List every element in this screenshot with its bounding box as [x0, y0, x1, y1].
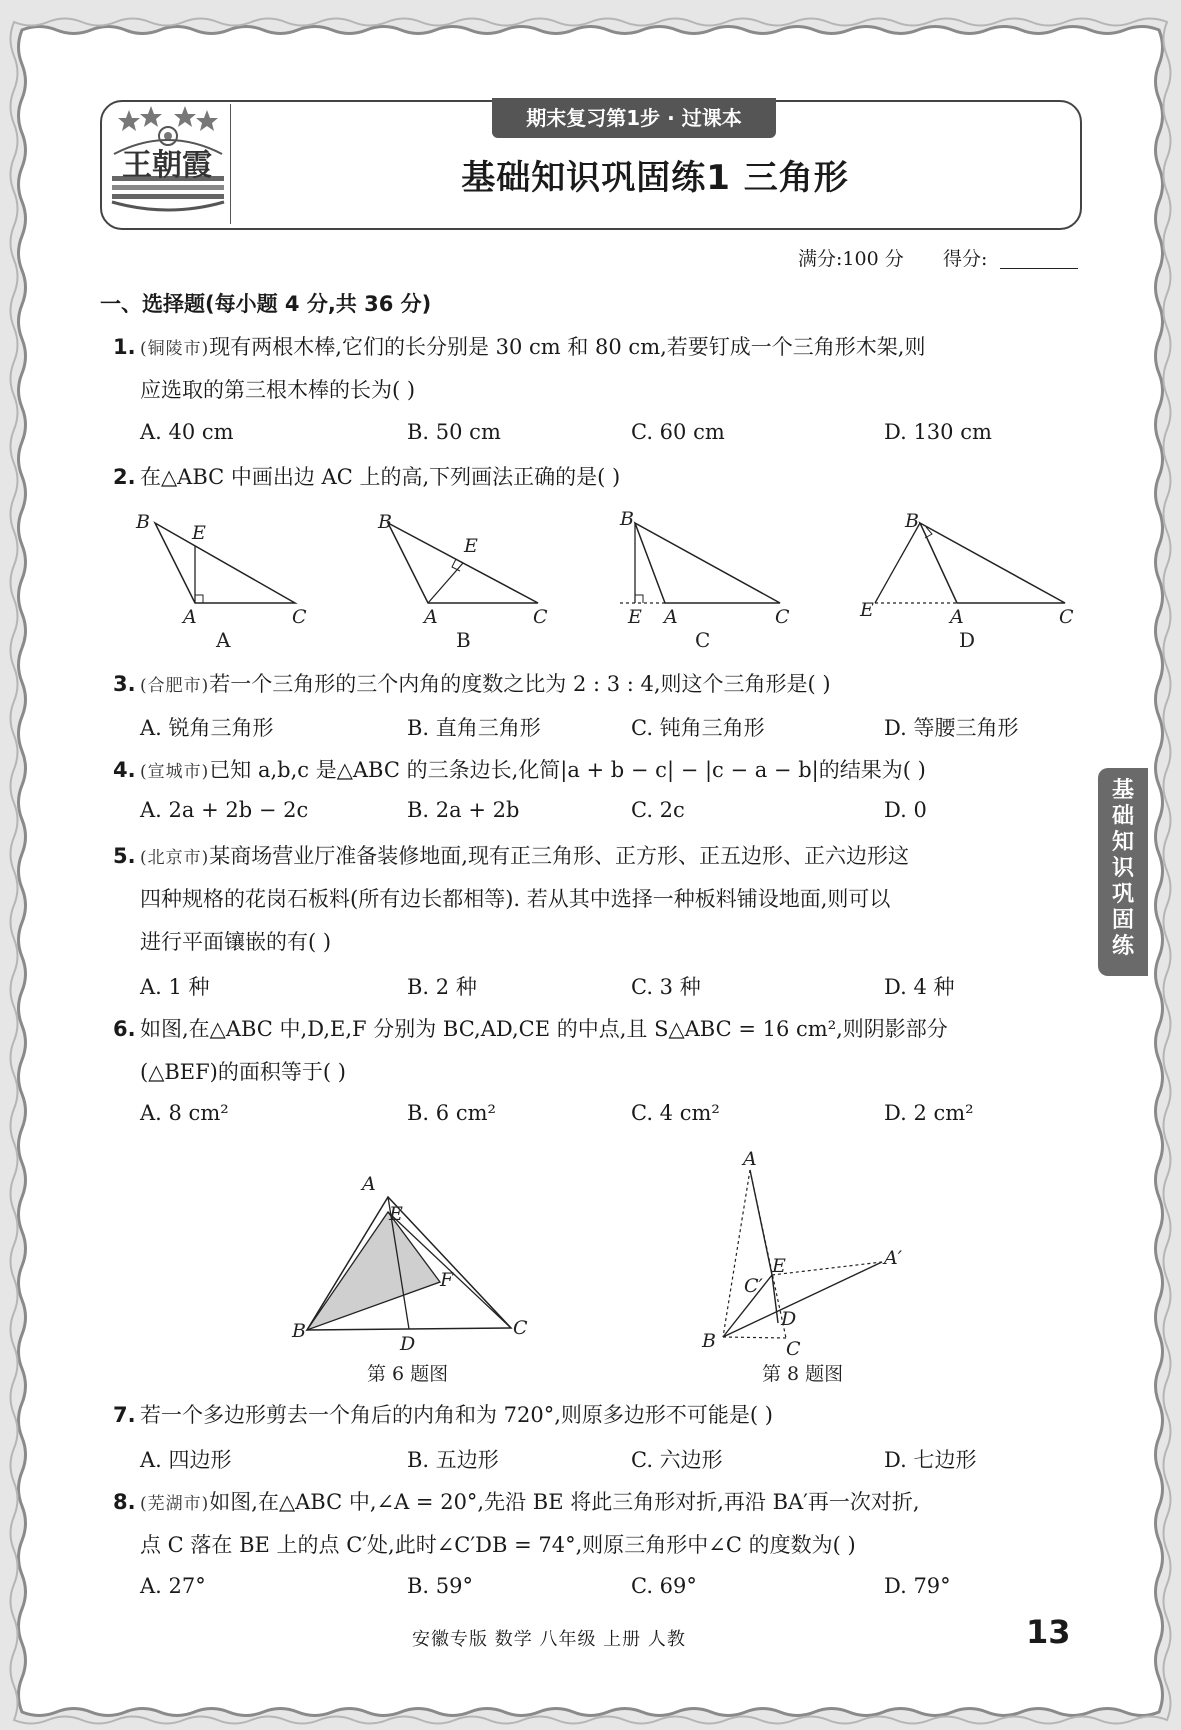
svg-text:E: E	[860, 599, 874, 621]
q3-option-d[interactable]: D. 等腰三角形	[884, 716, 1019, 740]
q1-source: (铜陵市)	[140, 339, 210, 359]
q2-number: 2.	[113, 465, 136, 489]
q3-line1: (合肥市)若一个三角形的三个内角的度数之比为 2 : 3 : 4,则这个三角形是( )	[140, 672, 831, 696]
side-tab-char: 固	[1111, 908, 1134, 933]
q5-line3: 进行平面镶嵌的有( )	[140, 930, 332, 954]
q3-option-b[interactable]: B. 直角三角形	[407, 716, 541, 740]
svg-text:A: A	[424, 606, 438, 628]
q1-option-a[interactable]: A. 40 cm	[140, 420, 234, 444]
q4-option-b[interactable]: B. 2a + 2b	[407, 798, 520, 822]
q6-option-c[interactable]: C. 4 cm²	[631, 1101, 720, 1125]
side-tab-char: 础	[1111, 804, 1134, 829]
q1-option-d[interactable]: D. 130 cm	[884, 420, 992, 444]
page-number: 13	[1026, 1613, 1071, 1651]
svg-text:D: D	[400, 1333, 416, 1355]
q3-option-c[interactable]: C. 钝角三角形	[631, 716, 765, 740]
q1-line2: 应选取的第三根木棒的长为( )	[140, 378, 416, 402]
q6-line1: 如图,在△ABC 中,D,E,F 分别为 BC,AD,CE 的中点,且 S△ABC = 16 cm²,则阴影部分	[140, 1017, 948, 1041]
svg-text:E: E	[192, 522, 206, 544]
svg-text:C: C	[775, 606, 790, 628]
q5-source: (北京市)	[140, 848, 210, 868]
svg-text:B: B	[136, 511, 150, 533]
q3-source: (合肥市)	[140, 676, 210, 696]
q2-figure-c-label: C	[695, 628, 711, 652]
figure-q8-caption: 第 8 题图	[762, 1363, 844, 1385]
q1-option-b[interactable]: B. 50 cm	[407, 420, 501, 444]
q1-number: 1.	[113, 335, 136, 359]
q8-option-b[interactable]: B. 59°	[407, 1574, 474, 1598]
q7-option-d[interactable]: D. 七边形	[884, 1448, 977, 1472]
q7-option-b[interactable]: B. 五边形	[407, 1448, 499, 1472]
q2-figure-a[interactable]	[135, 511, 307, 652]
q4-option-d[interactable]: D. 0	[884, 798, 927, 822]
q8-option-a[interactable]: A. 27°	[140, 1574, 206, 1598]
figures-q6-q8	[280, 1145, 903, 1390]
q2-figure-d-label: D	[959, 628, 976, 652]
svg-text:E: E	[389, 1203, 403, 1225]
figure-q6-caption: 第 6 题图	[367, 1363, 449, 1385]
q8-option-c[interactable]: C. 69°	[631, 1574, 697, 1598]
q4-option-a[interactable]: A. 2a + 2b − 2c	[140, 798, 309, 822]
q3-number: 3.	[113, 672, 136, 696]
q6-option-a[interactable]: A. 8 cm²	[140, 1101, 229, 1125]
svg-text:C′: C′	[744, 1275, 763, 1297]
svg-text:B: B	[702, 1330, 716, 1352]
svg-text:A: A	[950, 606, 964, 628]
svg-text:A: A	[743, 1148, 757, 1170]
figure-q6	[291, 1173, 528, 1385]
svg-text:C: C	[786, 1338, 801, 1360]
q5-option-c[interactable]: C. 3 种	[631, 975, 701, 999]
q8-line2: 点 C 落在 BE 上的点 C′处,此时∠C′DB = 74°,则原三角形中∠C 的度数为( )	[140, 1533, 856, 1557]
step-banner: 期末复习第1步 · 过课本	[492, 98, 776, 138]
logo-text: 王朝霞	[122, 148, 212, 183]
q7-line1: 若一个多边形剪去一个角后的内角和为 720°,则原多边形不可能是( )	[140, 1403, 773, 1427]
q7-number: 7.	[113, 1403, 136, 1427]
side-tab-char: 识	[1111, 856, 1134, 881]
svg-text:A′: A′	[884, 1247, 903, 1269]
svg-text:E: E	[772, 1255, 786, 1277]
svg-text:F: F	[440, 1269, 454, 1291]
q6-line2: (△BEF)的面积等于( )	[140, 1060, 346, 1084]
svg-text:A: A	[183, 606, 197, 628]
q5-option-a[interactable]: A. 1 种	[140, 975, 210, 999]
side-tab-char: 基	[1111, 778, 1134, 803]
q8-number: 8.	[113, 1490, 136, 1514]
q5-option-b[interactable]: B. 2 种	[407, 975, 477, 999]
q1-line1: (铜陵市)现有两根木棒,它们的长分别是 30 cm 和 80 cm,若要钉成一个三角形木架,则	[140, 335, 926, 359]
q4-source: (宣城市)	[140, 762, 210, 782]
q6-number: 6.	[113, 1017, 136, 1041]
svg-text:D: D	[781, 1308, 797, 1330]
side-tab-char: 知	[1111, 830, 1134, 855]
svg-text:B: B	[905, 510, 919, 532]
page-title: 基础知识巩固练1 三角形	[461, 158, 849, 198]
q5-line1: (北京市)某商场营业厅准备装修地面,现有正三角形、正方形、正五边形、正六边形这	[140, 844, 909, 868]
q5-option-d[interactable]: D. 4 种	[884, 975, 955, 999]
figure-q8	[701, 1148, 903, 1385]
svg-text:E: E	[464, 535, 478, 557]
q2-figure-c[interactable]	[619, 508, 790, 652]
svg-text:E: E	[628, 606, 642, 628]
q2-figures	[130, 505, 1090, 655]
q2-figure-a-label: A	[216, 628, 231, 652]
q7-option-a[interactable]: A. 四边形	[140, 1448, 232, 1472]
svg-text:C: C	[533, 606, 548, 628]
svg-text:A: A	[362, 1173, 376, 1195]
q2-figure-d[interactable]	[859, 510, 1074, 652]
q8-option-d[interactable]: D. 79°	[884, 1574, 951, 1598]
q2-figure-b-label: B	[456, 628, 471, 652]
q6-option-d[interactable]: D. 2 cm²	[884, 1101, 974, 1125]
svg-text:C: C	[292, 606, 307, 628]
footer-info: 安徽专版 数学 八年级 上册 人教	[412, 1629, 686, 1650]
svg-text:B: B	[378, 511, 392, 533]
svg-text:C: C	[1059, 606, 1074, 628]
q4-option-c[interactable]: C. 2c	[631, 798, 685, 822]
svg-text:B: B	[292, 1320, 306, 1342]
q3-option-a[interactable]: A. 锐角三角形	[140, 716, 274, 740]
q5-line2: 四种规格的花岗石板料(所有边长都相等). 若从其中选择一种板料铺设地面,则可以	[140, 887, 891, 911]
header-divider	[230, 104, 231, 224]
svg-text:C: C	[513, 1317, 528, 1339]
q2-line1: 在△ABC 中画出边 AC 上的高,下列画法正确的是( )	[140, 465, 621, 489]
q6-option-b[interactable]: B. 6 cm²	[407, 1101, 496, 1125]
side-tab[interactable]	[1098, 768, 1148, 976]
q8-source: (芜湖市)	[140, 1494, 210, 1514]
q7-option-c[interactable]: C. 六边形	[631, 1448, 723, 1472]
svg-text:B: B	[620, 508, 634, 530]
q2-figure-b[interactable]	[377, 511, 548, 652]
q5-number: 5.	[113, 844, 136, 868]
score-blank[interactable]	[1000, 268, 1078, 269]
q4-line1: (宣城市)已知 a,b,c 是△ABC 的三条边长,化简|a + b − c| − |c − a − b|的结果为( )	[140, 758, 926, 782]
svg-text:A: A	[664, 606, 678, 628]
full-score: 满分:100 分	[798, 248, 904, 270]
score-label: 得分:	[943, 248, 988, 270]
q4-number: 4.	[113, 758, 136, 782]
section-heading: 一、选择题(每小题 4 分,共 36 分)	[100, 292, 432, 316]
q8-line1: (芜湖市)如图,在△ABC 中,∠A = 20°,先沿 BE 将此三角形对折,再沿 BA′再一次对折,	[140, 1490, 920, 1514]
side-tab-char: 巩	[1111, 882, 1134, 907]
side-tab-char: 练	[1111, 934, 1134, 959]
q1-option-c[interactable]: C. 60 cm	[631, 420, 725, 444]
